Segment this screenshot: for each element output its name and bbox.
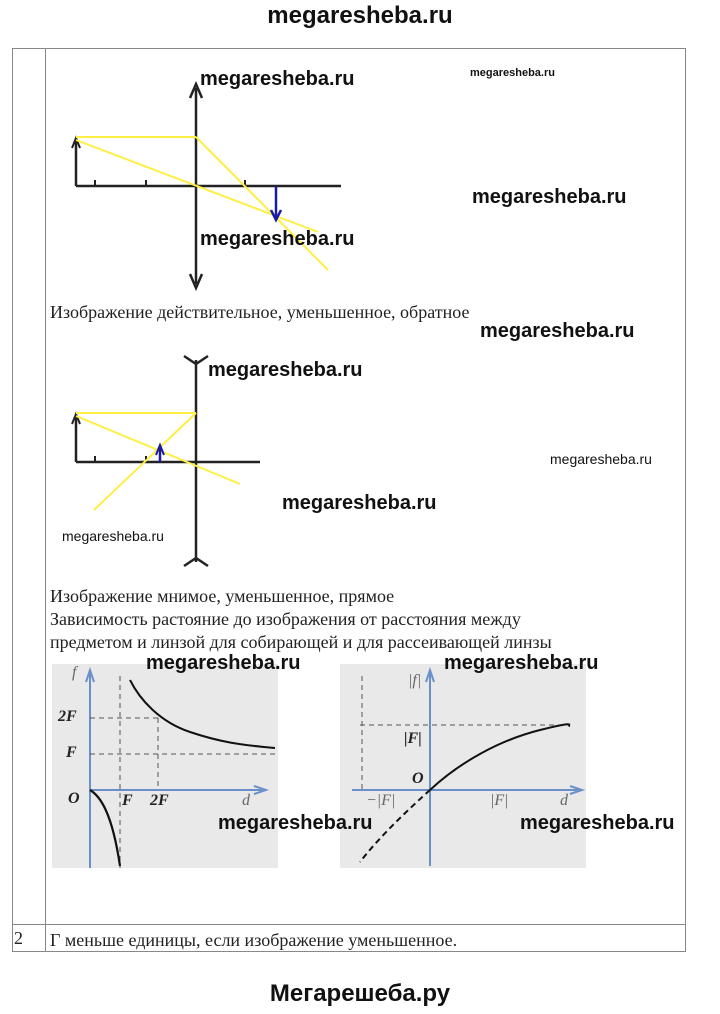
- answer-2-text: Г меньше единицы, если изображение уменьшенное.: [50, 930, 458, 950]
- watermark: megaresheba.ru: [146, 652, 301, 674]
- axis-label-y: f: [72, 664, 77, 681]
- dependence-line-1: Зависимость растояние до изображения от расстояния между: [50, 609, 521, 629]
- tick-label-x-minus-F: −|F|: [366, 792, 396, 809]
- tick-label-2F: 2F: [58, 708, 77, 725]
- converging-caption: Изображение действительное, уменьшенное, обратное: [50, 302, 470, 322]
- origin-label: O: [412, 770, 424, 787]
- site-header[interactable]: megaresheba.ru: [267, 2, 453, 29]
- tick-label-x-F: |F|: [490, 792, 509, 809]
- watermark: megaresheba.ru: [282, 492, 437, 514]
- tick-label-F: F: [66, 744, 77, 761]
- axis-label-y: |f|: [408, 672, 422, 689]
- tick-label-y-F: |F|: [404, 730, 422, 747]
- watermark: megaresheba.ru: [520, 812, 675, 834]
- watermark: megaresheba.ru: [200, 228, 355, 250]
- watermark: megaresheba.ru: [550, 451, 652, 467]
- dependence-line-2: предметом и линзой для собирающей и для рассеивающей линзы: [50, 632, 552, 652]
- axis-label-x: d: [242, 792, 250, 809]
- watermark: megaresheba.ru: [208, 359, 363, 381]
- watermark: megaresheba.ru: [470, 67, 555, 79]
- diverging-caption: Изображение мнимое, уменьшенное, прямое: [50, 586, 395, 606]
- axis-label-x: d: [560, 792, 568, 809]
- watermark: megaresheba.ru: [62, 528, 164, 544]
- curve-real: [430, 724, 570, 790]
- row-number: 2: [14, 928, 23, 948]
- watermark: megaresheba.ru: [444, 652, 599, 674]
- watermark: megaresheba.ru: [200, 68, 355, 90]
- watermark: megaresheba.ru: [480, 320, 635, 342]
- watermark: megaresheba.ru: [472, 186, 627, 208]
- watermark: megaresheba.ru: [218, 812, 373, 834]
- tick-label-x-2F: 2F: [150, 792, 169, 809]
- tick-label-x-F: F: [122, 792, 133, 809]
- site-footer[interactable]: Мегарешеба.ру: [269, 980, 451, 1007]
- origin-label: O: [68, 790, 80, 807]
